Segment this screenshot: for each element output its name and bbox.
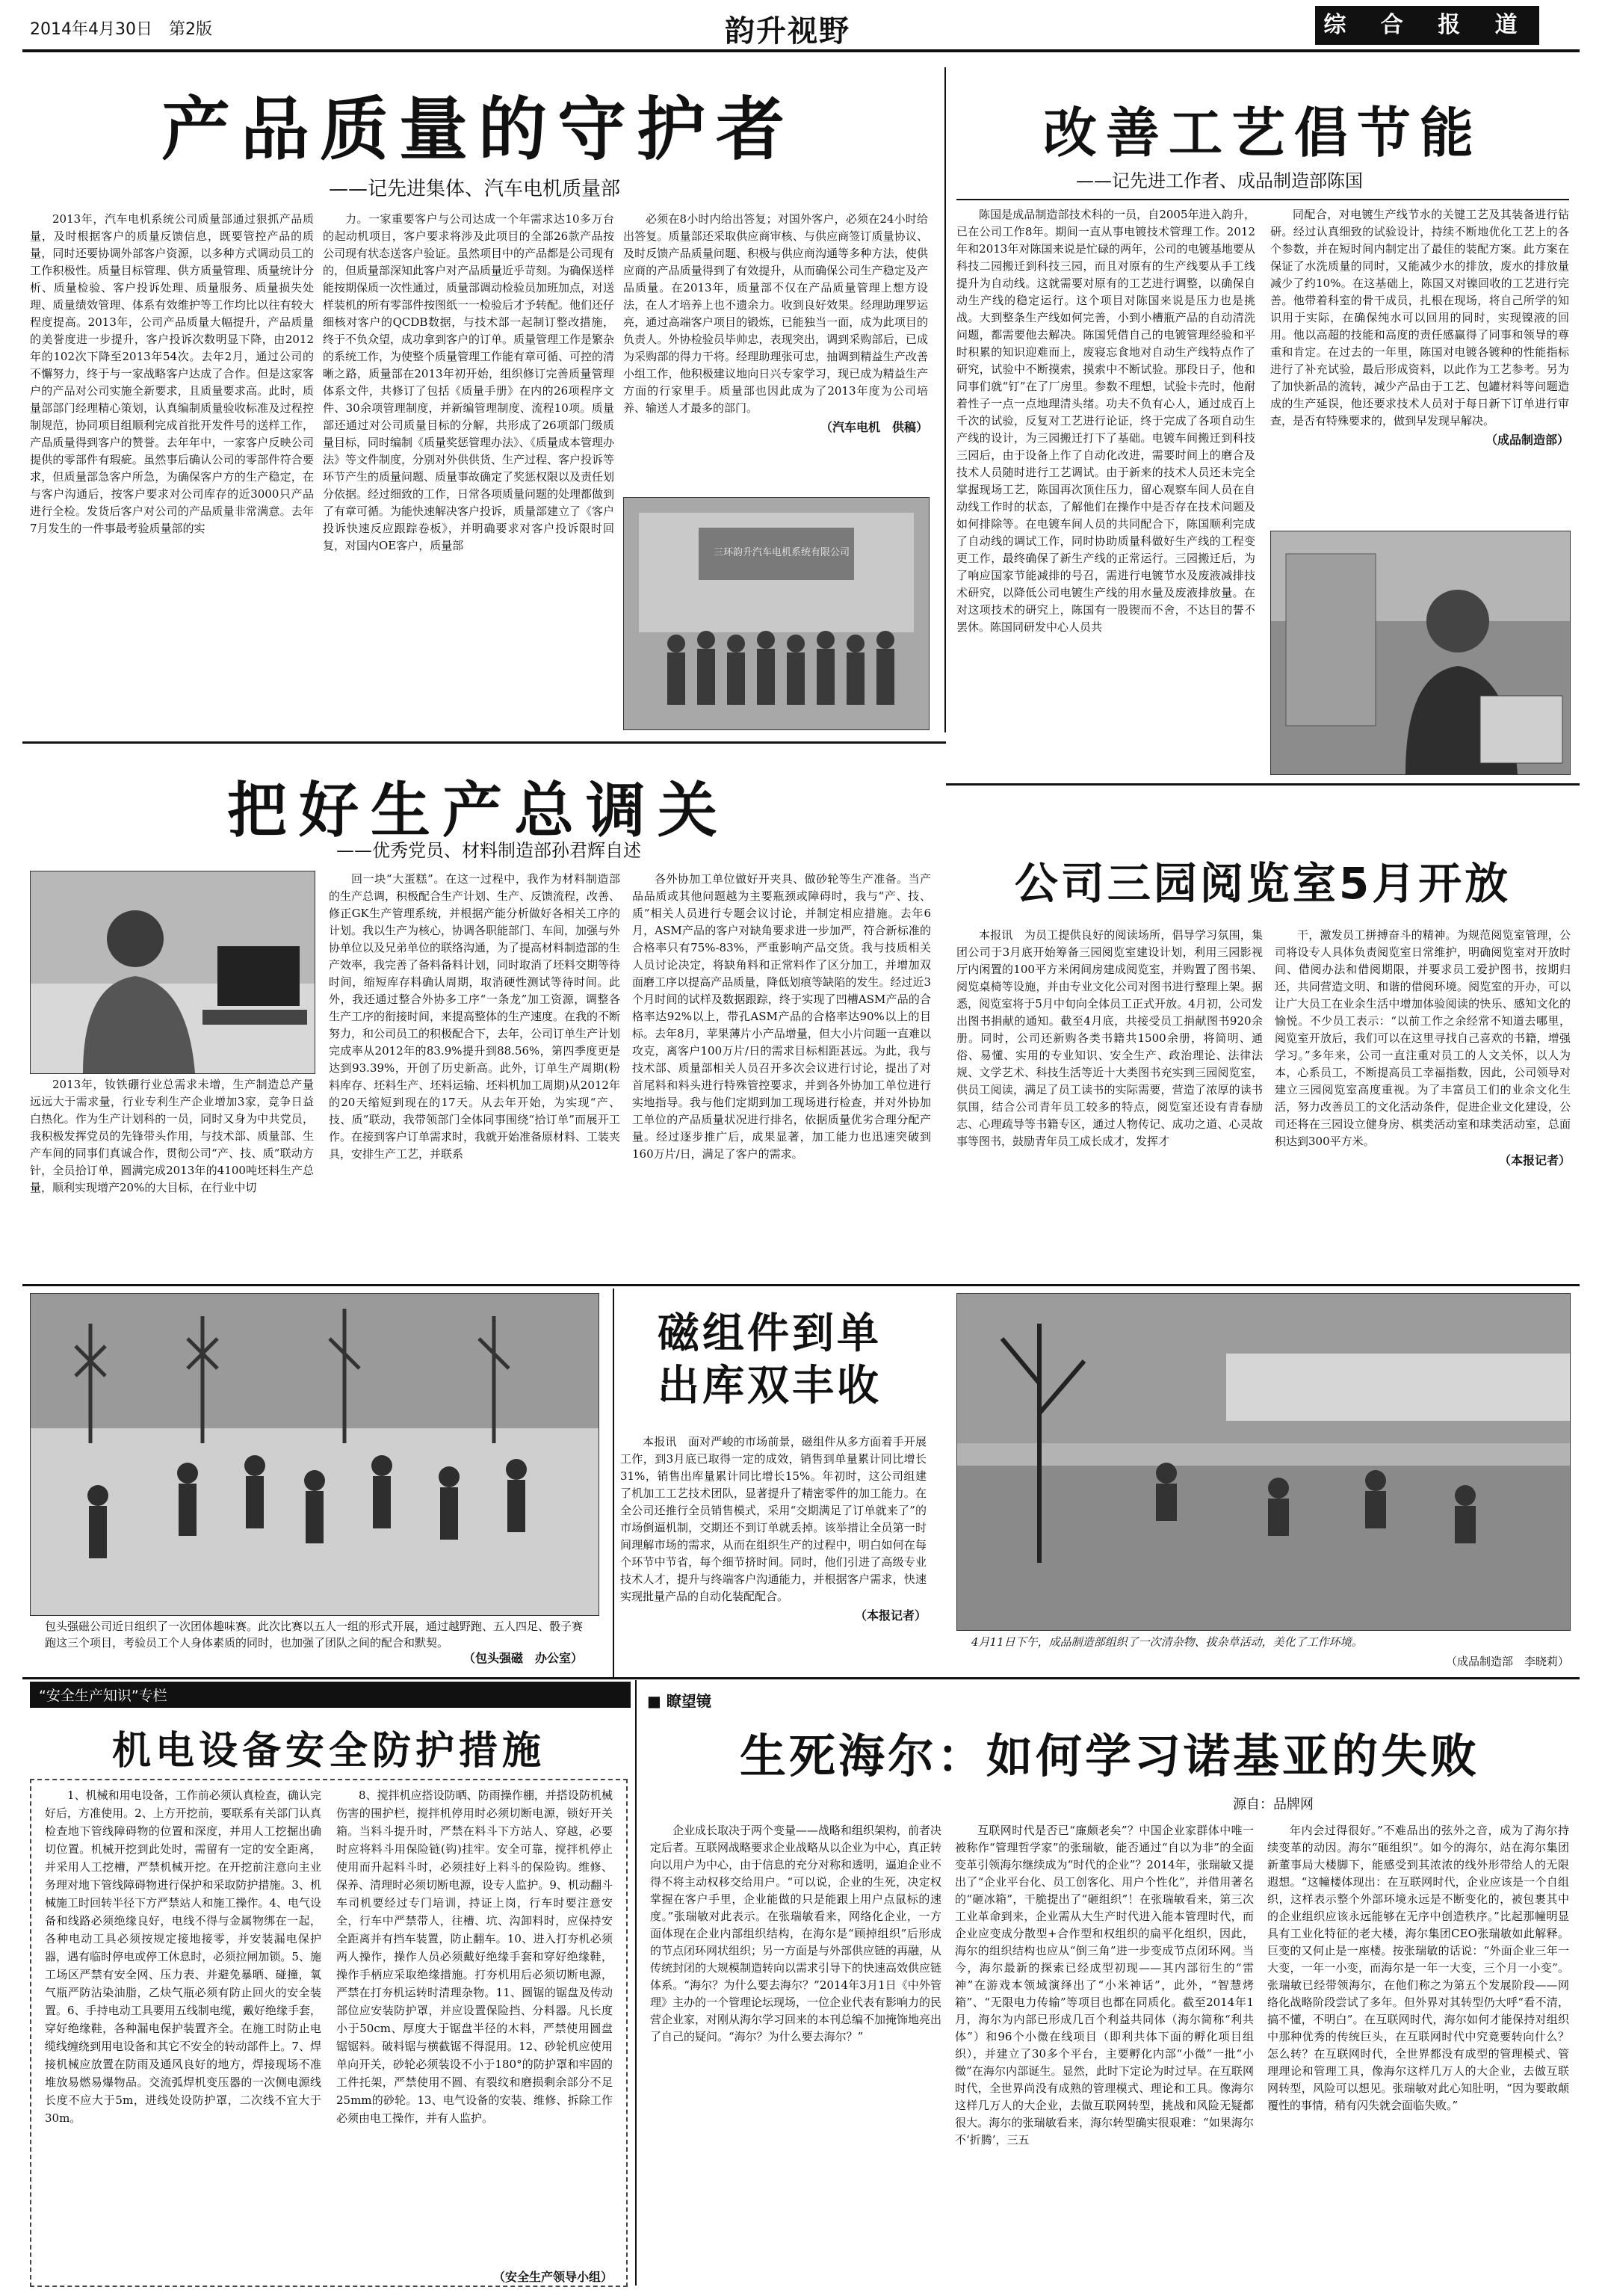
article1-column-1 — [30, 211, 314, 730]
article8-col1-text: 1、机械和用电设备，工作前必须认真检查，确认完好后，方准使用。2、上方开挖前，要联系有关部门认真检查地下管线障碍物的位置和深度，并用人工挖掘出确切位置。机械开挖到此处时，需留有一定的安全距离，并采用人工挖槽，严禁机械开挖。在开挖前注意向主业务理对地下管线障碍物进行保护和采取防护措施。3、机械施工时回转半径下方严禁站人和施工操作。4、电气设备和线路必须绝缘良好，电线不得与金属物绑在一起，各种电动工具必须按规定接地接零，并安装漏电保护器，遇有临时停电或停工休息时，必须拉闸加锁。5、施工场区严禁有安全网、压力表、并避免暴晒、碰撞，氧气瓶严防沾染油脂，乙炔气瓶必须有防止回火的安全装置。6、手持电动工具要用五线制电缆，戴好绝缘手套，穿好绝缘鞋，各种漏电保护装置齐全。在施工时防止电缆线缠绕到用电设备和其它不安全的转动部件上。7、焊接机械应放置在防雨及通风良好的地方，焊接现场不准堆放易燃易爆物品。交流弧焊机变压器的一次侧电源线长度不应大于5m，进线处设防护罩，二次线不宜大于30m。 — [45, 1789, 321, 2125]
article9-column-2 — [955, 1822, 1254, 2286]
article3-subtitle: ——优秀党员、材料制造部孙君辉自述 — [336, 840, 641, 861]
article9-title-block — [650, 1719, 1569, 1786]
article1-col2-text: 力。一家重要客户与公司达成一个年需求达10多万台的起动机项目，客户要求将涉及此项目的全部26款产品按公司现有状态送客户验证。虽然项目中的产品都是公司现有的，但质量部深知此客户对产品质量近乎苛刻。为确保送样能按期保质一次性通过，质量部调动检验员加班加点，对送样装机的所有零部件按图纸一一检验后才予转配。他们还仔细核对客户的QCDB数据，与技术部一起制订整改措施，终于不负众望，成功拿到客户的订单。质量管理工作是繁杂的系统工作，为使整个质量管理工作能有章可循、可控的清晰之路，质量部在2013年初开始，组织修订完善质量管理体系文件，共修订了包括《质量手册》在内的26项程序文件、30余项管理制度，并新编管理制度、流程10项。质量部还通过对公司质量目标的分解，共形成了26项部门级质量目标，同时编制《质量奖惩管理办法》、《质量成本管理办法》等文件制度，分别对外供供货、生产过程、客户投诉等环节产生的质量问题、质量事故确定了奖惩权限以及责任划分依据。经过细致的工作，日常各项质量问题的处理都做到了有章可循。为能快速解决客户投诉，质量部建立了《客户投诉快速反应跟踪卷板》，并明确要求对客户投诉限时回复，对国内OE客户，质量部 — [323, 212, 614, 552]
lookout-tag: ■ 瞭望镜 — [647, 1692, 711, 1710]
safety-column-frame — [30, 1779, 628, 2287]
article2-title: 改善工艺倡节能 — [1042, 102, 1482, 164]
article9-col2-text: 互联网时代是否已“廉颇老矣”？中国企业家群体中唯一被称作“管理哲学家”的张瑞敏，能否通过“自以为非”的全面变革引领海尔继续成为“时代的企业”？2014年，张瑞敏又提出了“企业平台化、员工创客化、用户个性化”，并借用著名的“砸冰箱”，干脆提出了“砸组织”！在张瑞敏看来，第三次工业革命到来，企业需从大生产时代进入能本管理时代，而企业应变成分散型+合作型和权组织的扁平化组织，因此，海尔的组织结构也应从“倒三角”进一步变成节点闭环网。当今，海尔最新的探索已经成型初现——其内部衍生的“雷神”在游戏本领域演绎出了“小米神话”，此外，“智慧烤箱”、“无限电力传输”等项目也都在同质化。截至2014年1月，海尔为内部已形成几百个利益共同体（海尔简称“利共体”）和96个小微在线项目（即利共体下面的孵化项目组织），并建立了30多个平台，主要孵化内部“小微”一批“小微”在海尔内部诞生。显然，此时下定论为时过早。在互联网时代，全世界尚没有成熟的管理模式、理论和工具。像海尔这样几万人的大企业，去做互联网转型，挑战和风险无疑都很大。海尔的张瑞敏看来，海尔转型确实很艰难：“如果海尔不‘折腾’，三五 — [955, 1824, 1254, 2147]
masthead-rule — [22, 49, 1580, 52]
lower-rule — [22, 1677, 1580, 1679]
article1-title-block — [30, 75, 927, 173]
office-portrait-illustration — [31, 871, 315, 1073]
article5-caption-source: （包头强磁 办公室） — [463, 1651, 583, 1665]
article8-source: （安全生产领导小组） — [492, 2270, 613, 2284]
article6-title-block — [620, 1308, 919, 1413]
article9-title: 生死海尔：如何学习诺基亚的失败 — [739, 1729, 1479, 1783]
safety-column-header: “安全生产知识”专栏 — [30, 1682, 631, 1708]
article2-col2-text: 同配合，对电镀生产线节水的关键工艺及其装备进行钻研。经过认真细致的试验设计，持续不断地优化工艺上的各个参数，并在短时间内制定出了最佳的装配方案。此方案在保证了水洗质量的同时，又能减少水的排放，废水的排放量减少了约10%。在这基础上，陈国又对镍回收的工艺进行完善。他带着科室的骨干成员，扎根在现场，将自己所学的知识用于实际，在确保纯水可以回用的同时，实现镍液的回用。他以高超的技能和高度的责任感赢得了同事和领导的尊重和肯定。在过去的一年里，陈国对电镀各镀种的性能指标进行了补充试验，最后形成资料，以此作为工艺参考。另为了加快新品的流转，减少产品由于工艺、包罐材料等问题造成的生产延误，他还要求技术人员对于每日新下订单进行审查，是否有特殊要求的，做到早发现早解决。 — [1270, 208, 1569, 428]
article9-column-3 — [1267, 1822, 1569, 2286]
article3-column-3 — [632, 871, 931, 1278]
article1-column-3 — [623, 211, 928, 491]
section-banner: 综 合 报 道 — [1315, 6, 1539, 45]
article4-source: （本报记者） — [1498, 1153, 1571, 1167]
article5-race-photo — [30, 1293, 599, 1616]
section-rule-left — [22, 741, 946, 744]
article3-column-2 — [329, 871, 620, 1278]
article3-title: 把好生产总调关 — [227, 776, 729, 845]
paper-name: 韵升视野 — [725, 13, 850, 49]
article8-col2-text: 8、搅拌机应搭设防晒、防雨操作棚，并搭设防机械伤害的围护栏，搅拌机停用时必须切断电源，锁好开关箱。当料斗提升时，严禁在料斗下方站人、穿越，必要时应将料斗用保险链(钩)挂牢。安全可靠，搅拌机停止使用而升起料斗时，必须挂好上料斗的保险钩。维修、保养、清理时必须切断电源，设专人监护。9、机动翻斗车司机要经过专门培训，持证上岗，行车时要注意安全，行车中严禁带人，往槽、坑、沟卸料时，应保持安全距离并有挡车装置，防止翻车。10、进入打夯机必须两人操作，操作人员必须戴好绝缘手套和穿好绝缘鞋，操作手柄应采取绝缘措施。打夯机用后必须切断电源，严禁在打夯机运转时清理杂物。11、圆锯的锯盘及传动部位应安装防护罩，并应设置保险挡、分料器。凡长度小于50cm、厚度大于锯盘半径的木料，严禁使用圆盘锯锯料。破料锯与横截锯不得混用。12、砂轮机应使用单向开关，砂轮必须装设不小于180°的防护罩和牢固的工件托架，严禁使用不圆、有裂纹和磨损剩余部分不足25mm的砂轮。13、电气设备的安装、维修、拆除工作必须由电工操作，并有人监护。 — [336, 1789, 613, 2125]
article1-subtitle: ——记先进集体、汽车电机质量部 — [329, 178, 621, 200]
mid-rule — [22, 1284, 1580, 1286]
article2-title-block — [956, 90, 1569, 167]
article7-cleanup-photo — [956, 1293, 1571, 1631]
running-race-illustration — [31, 1294, 599, 1615]
article1-col3-text: 必须在8小时内给出答复；对国外客户，必须在24小时给出答复。质量部还采取供应商审核、与供应商签订质量协议、及时反馈产品质量问题、积极与供应商沟通等多种方法，使供应商的产品质量得到了有效提升，从而确保公司生产稳定及产品质量。在2013年，质量部不仅在产品质量管理上想方设法，在人才培养上也不遗余力。收到良好效果。经理助理罗运亮，通过高端客户项目的锻炼，已能独当一面，成为此项目的负责人。外协检验员毕帅忠，表现突出，调到采购部后，已成为采购部的得力干将。经理助理张可忠，抽调到精益生产改善小组工作，他积极建议地向日兴专家学习，现已成为精益生产方面的行家里手。质量部也因此成为了2013年度为公司培养、输送人才最多的部门。 — [623, 212, 928, 415]
article8-title-block — [30, 1719, 628, 1775]
article4-title-block — [956, 848, 1569, 911]
article4-col1-text: 本报讯 为员工提供良好的阅读场所，倡导学习氛围，集团公司于3月底开始筹备三园阅览室建设计划，利用三园影视厅内闲置的100平方米闲间房建成阅览室，并购置了图书架、阅览桌椅等设施，并由专业文化公司对图书进行整理上架。据悉，阅览室将于5月中旬向全体员工正式开放。4月初，公司发出图书捐献的通知。截至4月底，共接受员工捐献图书920余册。同时，公司还新购各类书籍共1500余册，将简明、通俗、易懂、实用的专业知识、安全生产、政治理论、法律法规、文学艺术、科技生活等近十大类图书充实到三园阅览室，供员工阅读，满足了员工读书的实际需要，营造了浓厚的读书氛围，结合公司青年员工较多的特点，阅览室还设有青春励志、心理疏导等书籍专区，通过人物传记、成功之道、心灵故事等图书，鼓励青年员工成长成才，发挥才 — [956, 928, 1263, 1148]
article4-title: 公司三园阅览室5月开放 — [1014, 858, 1512, 909]
column-divider — [944, 67, 946, 732]
article4-column-2 — [1275, 927, 1571, 1278]
weeding-illustration — [957, 1294, 1570, 1630]
photo-banner-text: 三环韵升汽车电机系统有限公司 — [714, 547, 850, 558]
column-divider-mid — [613, 1289, 614, 1677]
article3-col3-text: 各外协加工单位做好开夹具、做砂轮等生产准备。当产品品质或其他问题越为主要瓶颈或障碍时，我与“产、技、质”相关人员进行专题会议讨论，并制定相应措施。去年6月，ASM产品的客户对缺角要求进一步加严，符合新标准的合格率只有75%-83%，严重影响产品交货。我与技质相关人员讨论决定，将缺角料和正常料作了区分加工，并增加双面磨工序以提高产品质量，降低划痕等缺陷的发生。经过近3个月时间的试样及数据跟踪，终于实现了凹槽ASM产品的合格率达92%以上，带孔ASM产品的合格率达90%以上的目标。去年8月，苹果薄片小产品增量，但大小片问题一直难以攻克，离客户100万片/日的需求目标相距甚远。为此，我与技术部、质量部相关人员召开多次会议进行讨论，提出了对首尾料和料头进行特殊管控要求，并到各外协加工单位进行实地指导。我与他们定期到加工现场进行检查，并对外协加工单位的产品质量状况进行排名，依据质量优劣合理分配产量。经过逐步推广后，成果显著，加工能力也迅速突破到160万片/日，满足了客户的需求。 — [632, 872, 931, 1161]
article1-source: （汽车电机 供稿） — [820, 420, 928, 434]
article4-col2-text: 干，激发员工拼搏奋斗的精神。为规范阅览室管理，公司将设专人具体负责阅览室日常维护，明确阅览室对开放时间、借阅办法和借阅期限，并要求员工爱护图书，按期归还，共同营造文明、和谐的借阅环境。阅览室的开办，可以让广大员工在业余生活中增加体验阅读的快乐、感知文化的愉悦。不少员工表示：“以前工作之余经常不知道去哪里，阅览室开放后，我们可以在这里寻找自己喜欢的书籍，增强学习。”多年来，公司一直注重对员工的人文关怀，以人为本，心系员工，不断提高员工幸福指数，因此，公司领导对建立三园阅览室高度重视。为了丰富员工们的业余文化生活，努力改善员工的文化活动条件，促进企业文化建设，公司还将在三园设立健身房、棋类活动室和球类活动室，总面积达到300平方米。 — [1275, 928, 1571, 1148]
article3-portrait-photo — [30, 871, 315, 1074]
article6-body-text: 本报讯 面对严峻的市场前景，磁组件从多方面着手开展工作，到3月底已取得一定的成效，销售到单量累计同比增长31%，销售出库量累计同比增长15%。年初时，这公司组建了机加工工艺技术团队，显著提升了精密零件的加工能力。在全公司还推行全员销售模式，采用“交期满足了订单就来了”的市场倒逼机制，交期还不到订单就丢掉。该举措让全员第一时间理解市场的需求，从而在组织生产的过程中，明白如何在每个环节中节省，每个细节挤时间。同时，他们引进了高级专业技术人才，提升与终端客户沟通能力，并根据客户需求，快速实现批量产品的自动化装配配合。 — [620, 1435, 927, 1603]
article2-portrait-photo — [1270, 531, 1571, 775]
article2-source: （成品制造部） — [1485, 433, 1569, 447]
article1-title: 产品质量的守护者 — [161, 90, 795, 170]
section-rule-right — [946, 783, 1580, 786]
article1-group-photo — [623, 497, 930, 730]
article7-caption-source: （成品制造部 李晓莉） — [1445, 1655, 1569, 1668]
article9-col3-text: 年内会过得很好。”不难品出的弦外之音，成为了海尔持续变革的动因。海尔“砸组织”。如今的海尔，站在海尔集团新董事局大楼脚下，能感受到其浓浓的线外形带给人的无限遐想。“这幢楼体现出：在互联网时代，企业应该是一个自组织，这样表示整个外部环境永远是不断变化的，被包裹其中的企业组织应该永远能够在无序中创造秩序。”比起那幢明显具有工业化特征的老大楼，海尔集团CEO张瑞敏如此解释。巨变的又何止是一座楼。按张瑞敏的话说：“外面企业三年一大变，一年一小变，而海尔是一年一大变，三个月一小变”。张瑞敏已经带领海尔，在他们称之为第五个发展阶段——网络化战略阶段尝试了多年。但外界对其转型仍大呼“看不清，搞不懂，不明白”。在互联网时代，海尔如何才能保持对组织中那种优秀的传统巨头，在互联网时代中究竟要转向什么？怎么转？在互联网时代，全世界都没有成型的管理模式、管理理论和管理工具，像海尔这样几万人的大企业，去做互联网转型，风险可以想见。张瑞敏对此心知肚明，“因为要敢颠覆性的事情，稍有闪失就会面临失败。” — [1267, 1824, 1569, 2112]
article1-column-2 — [323, 211, 614, 730]
column-divider-bottom — [635, 1680, 637, 2286]
article6-title-line2: 出库双丰收 — [658, 1362, 882, 1410]
article2-column-2 — [1270, 206, 1569, 520]
article1-col1-text: 2013年，汽车电机系统公司质量部通过狠抓产品质量，及时根据客户的质量反馈信息，既要管控产品的质量，同时还要协调外部客户资源，以多种方式调动员工的工作积极性。质量目标管理、供方质量管理、质量统计分析、质量检验、客户投诉处理、质量服务、质量损失处理、质量绩效管理、体系有效维护等工作均比以往有较大程度提高。2013年，公司产品质量大幅提升，产品质量的美誉度进一步提升，客户投诉次数明显下降，由2012年的102次下降至2013年54次。去年2月，通过公司的不懈努力，终于与一家战略客户达成了合作。但是这家客户的产品对公司实施全新要求，且质量要求高。此时，质量部部门经理精心策划，认真编制质量验收标准及过程控制规范，协同项目组顺利完成首批开发件号的送样工作，产品质量得到客户的赞誉。去年年中，一家客户反映公司提供的零部件有瑕疵。虽然事后确认公司的零部件符合要求，但质量部急客户所急，为确保客户方的生产稳定，在与客户沟通后，按客户要求对公司库存的近3000只产品进行全检。发货后客户对公司的产品质量非常满意。去年7月发生的一件事最考验质量部的实 — [30, 212, 314, 535]
group-photo-illustration — [624, 498, 929, 729]
issue-date-page: 2014年4月30日 第2版 — [30, 20, 212, 39]
article7-caption: 4月11日下午，成品制造部组织了一次清杂物、拔杂草活动，美化了工作环境。 — [971, 1635, 1363, 1649]
article4-column-1 — [956, 927, 1263, 1278]
portrait-illustration — [1271, 531, 1570, 774]
article2-top-rule — [956, 199, 1569, 200]
article2-subtitle: ——记先进工作者、成品制造部陈国 — [1076, 170, 1363, 191]
article6-title-line1: 磁组件到单 — [658, 1309, 882, 1358]
article9-col1-text: 企业成长取决于两个变量——战略和组织架构，前者决定后者。互联网战略要求企业战略从以企业为中心，真正转向以用户为中心，由于信息的充分对称和透明，逼迫企业不得不将主动权移交给用户。“可以说，企业的生死，决定权掌握在客户手里，企业能做的只是能跟上用户点鼠标的速度。”张瑞敏对此表示。在张瑞敏看来，网络化企业，一方面体现在企业内部组织结构，在海尔是“顾掉组织”后形成的节点闭环网状组织；另一方面是与外部供应链的再融，从传统封闭的大规模制造转向以需求引导下的快速高效供应链体系。“海尔？为什么要去海尔？”2014年3月1日《中外管理》主办的一个管理论坛现场，一位企业代表有影响力的民营企业家，对刚从海尔学习回来的本刊总编不加掩饰地亮出了自己的疑问。“海尔？为什么要去海尔？” — [650, 1824, 941, 2043]
article2-column-1 — [956, 206, 1255, 774]
article3-column-1 — [30, 1076, 314, 1278]
article3-col2-text: 回一块“大蛋糕”。在这一过程中，我作为材料制造部的生产总调，积极配合生产计划、生产、反馈流程，改善、修正GK生产管理系统，并根据产能分析做好各相关工序的计划。我以生产为核心，协调各职能部门、车间，加强与外协单位以及兄弟单位的联络沟通，为了提高材料制造部的生产效率，我完善了备料备料计划，同时取消了坯料交期等待时间，缩短库存料确认周期，取消硬性测试等待时间。此外，我还通过整合外协多工序“一条龙”加工资源，调整各生产工序的衔接时间，来提高整体的生产速度。在我的不断努力，和公司员工的积极配合下，去年，公司订单生产计划完成率从2012年的83.9%提升到88.56%，第四季度更是达到93.39%，开创了历史新高。此外，订单生产周期(粉料库存、坯料生产、坯料运输、坯料机加工周期)从2012年的20天缩短到现在的17天。从去年开始，为实现“产、技、质”联动，我带领部门全体同事围绕“拾订单”而展开工作。在接到客户订单需求时，我就开始准备原材料、工装夹具，安排生产工艺，并联系 — [329, 872, 620, 1161]
article6-body — [620, 1434, 927, 1650]
article2-col1-text: 陈国是成品制造部技术科的一员，自2005年进入韵升，已在公司工作8年。期间一直从事电镀技术管理工作。2012年和2013年对陈国来说是忙碌的两年，公司的电镀基地要从科技二园搬迁到科技三园，而且对原有的生产线要从手工线提升为自动线。这就需要对原有的工艺进行调整，以确保自动生产线的稳定运行。这个项目对陈国来说是压力也是挑战。大到整条生产线如何完善，小到小槽瓶产品的自动清洗问题，都需要他去解决。陈国凭借自己的电镀管理经验和平时积累的知识迎难而上，废寝忘食地对自动生产线特点作了研究，试验中不断摸索，摸索中不断试验。那段日子，他和同事们就“钉”在了厂房里。参数不理想，试验卡壳时，他耐着性子一点一点地理清头绪。功夫不负有心人，通过成百上千次的试验，反复对工艺进行论证，终于完成了各项自动生产线的设计，为三园搬迁打下了基础。电镀车间搬迁到科技三园后，由于设备上作了自动化改进，需要时间上的磨合及技术人员随时进行工艺调试。由于新来的技术人员还未完全掌握现场工艺，陈国再次顶住压力，留心观察车间人员在自动线工作时的状态，了解他们在操作中是否存在技术问题及如何排除等。在电镀车间人员的共同配合下，陈国顺利完成了自动线的调试工作，同时协助质量科做好生产线的工程变更工作，最终确保了新生产线的正常运行。三园搬迁后，为了响应国家节能减排的号召，需进行电镀节水及废液减排技术研究，以降低公司电镀生产线的用水量及废液排放量。在对这项技术的研究上，陈国有一股锲而不舍，不达目的誓不罢休。陈国同研发中心人员共 — [956, 208, 1255, 634]
article8-title: 机电设备安全防护措施 — [111, 1729, 545, 1774]
article5-caption: 包头强磁公司近日组织了一次团体趣味赛。此次比赛以五人一组的形式开展，通过越野跑、五人四足、骰子赛跑这三个项目，考验员工个人身体素质的同时，也加强了团队之间的配合和默契。 — [45, 1620, 584, 1650]
article3-col1-text: 2013年，钕铁硼行业总需求未增，生产制造总产量远远大于需求量，行业专利生产企业增加3家，竞争日益白热化。作为生产计划科的一员，同时又身为中共党员，我积极发挥党员的先锋带头作用，与技术部、质量部、生产车间的同事们真诚合作，贯彻公司“产、技、质”联动方针，全员拾订单，圆满完成2013年的4100吨坯料生产总量，顺利实现增产20%的大目标，在行业中切 — [30, 1078, 314, 1194]
article9-source: 源自：品牌网 — [1233, 1797, 1314, 1812]
article6-source: （本报记者） — [854, 1608, 927, 1623]
article9-column-1 — [650, 1822, 941, 2286]
